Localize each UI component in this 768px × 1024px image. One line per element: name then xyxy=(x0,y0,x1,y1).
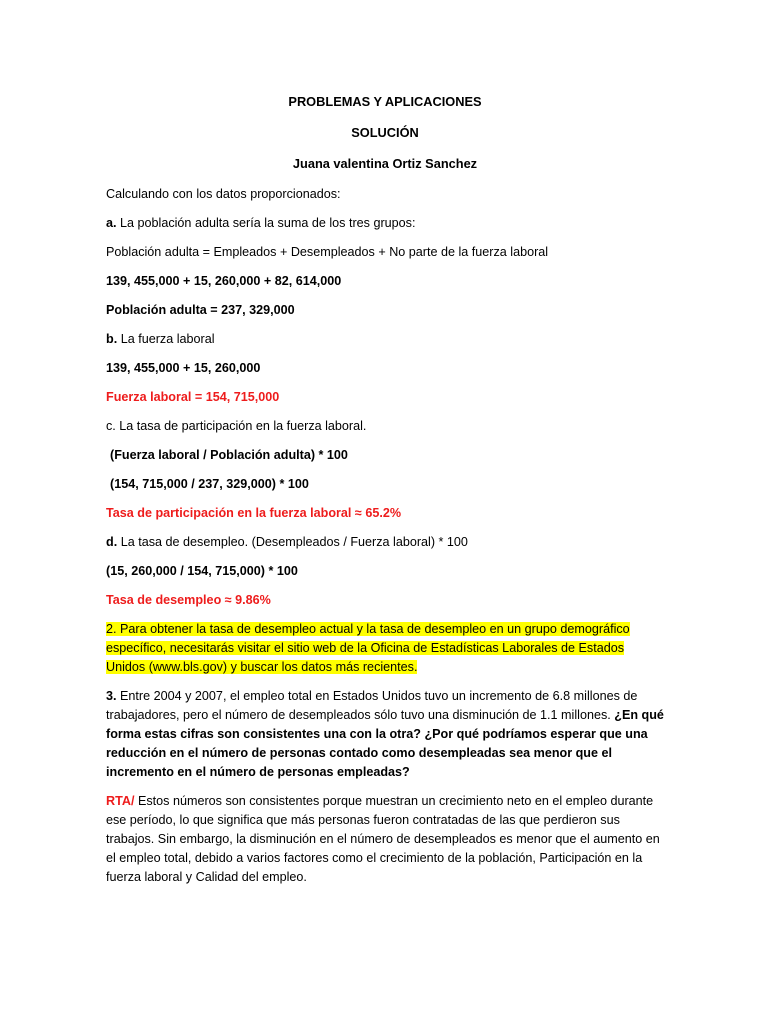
item-c-label: c. xyxy=(106,419,116,433)
answer-text: Estos números son consistentes porque muestran un crecimiento neto en el empleo durante ese período, lo que significa que más personas fueron contratadas de las que perdieron sus trabajos. Sin embargo, la disminución en el número de desempleados es menor que el aumento en el empleo total, debido a varios factores como el crecimiento de la población, Participación en la fuerza laboral y Calidad del empleo. xyxy=(106,794,660,884)
item-c-result: Tasa de participación en la fuerza laboral ≈ 65.2% xyxy=(106,506,402,520)
item-c-calc: (154, 715,000 / 237, 329,000) * 100 xyxy=(110,477,309,491)
item-a xyxy=(106,214,664,233)
document-title: PROBLEMAS Y APLICACIONES xyxy=(288,94,482,109)
item-b-calc: 139, 455,000 + 15, 260,000 xyxy=(106,361,261,375)
item-a-result: Población adulta = 237, 329,000 xyxy=(106,303,295,317)
item-d-calc: (15, 260,000 / 154, 715,000) * 100 xyxy=(106,564,298,578)
item-a-calc: 139, 455,000 + 15, 260,000 + 82, 614,000 xyxy=(106,274,342,288)
question-3-question: ¿En qué forma estas cifras son consistentes una con la otra? ¿Por qué podríamos esperar que una reducción en el número de personas contado como desempleadas sea menor que el incremento en el número de personas empleadas? xyxy=(106,708,664,779)
question-3-label: 3. xyxy=(106,689,117,703)
question-3-text: Entre 2004 y 2007, el empleo total en Estados Unidos tuvo un incremento de 6.8 millones de trabajadores, pero el número de desempleados sólo tuvo una disminución de 1.1 millones. xyxy=(106,689,638,722)
item-c-text: La tasa de participación en la fuerza laboral. xyxy=(115,419,367,433)
item-a-formula: Población adulta = Empleados + Desempleados + No parte de la fuerza laboral xyxy=(106,245,549,259)
item-b-label: b. xyxy=(106,332,118,346)
item-d xyxy=(106,533,664,552)
item-d-text: La tasa de desempleo. (Desempleados / Fuerza laboral) * 100 xyxy=(117,535,468,549)
item-c xyxy=(106,417,664,436)
item-a-label: a. xyxy=(106,216,117,230)
item-d-result: Tasa de desempleo ≈ 9.86% xyxy=(106,593,271,607)
item-c-formula: (Fuerza laboral / Población adulta) * 100 xyxy=(110,448,348,462)
document-author: Juana valentina Ortiz Sanchez xyxy=(292,156,478,171)
intro-text: Calculando con los datos proporcionados: xyxy=(106,187,341,201)
item-d-label: d. xyxy=(106,535,118,549)
document-subtitle: SOLUCIÓN xyxy=(351,125,419,140)
question-2 xyxy=(106,620,664,677)
item-b-text: La fuerza laboral xyxy=(117,332,215,346)
answer xyxy=(106,792,664,887)
question-3 xyxy=(106,687,664,782)
answer-label: RTA/ xyxy=(106,794,135,808)
item-a-text: La población adulta sería la suma de los tres grupos: xyxy=(116,216,416,230)
item-b-result: Fuerza laboral = 154, 715,000 xyxy=(106,390,280,404)
question-2-highlighted-text: 2. Para obtener la tasa de desempleo actual y la tasa de desempleo en un grupo demográfico específico, necesitarás visitar el sitio web de la Oficina de Estadísticas Laborales de Estados Unidos (www.bls.gov) y buscar los datos más recientes. xyxy=(106,622,630,674)
item-b xyxy=(106,330,664,349)
